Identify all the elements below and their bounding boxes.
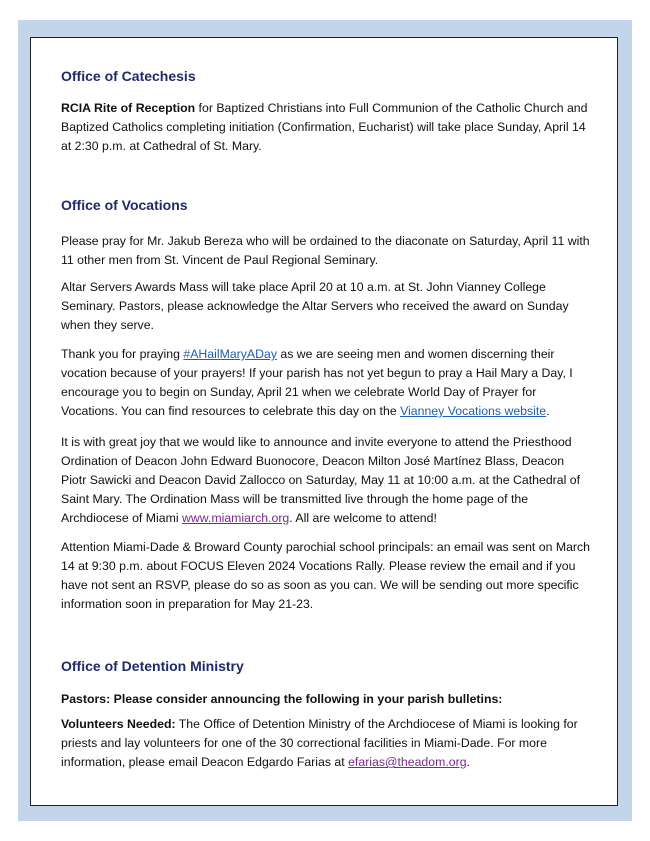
vocations-paragraph-1: Please pray for Mr. Jakub Bereza who will be ordained to the diaconate on Saturday, April 11 with 11 other men from St. Vincent de Paul Regional Seminary. — [61, 234, 590, 267]
heading-catechesis: Office of Catechesis — [61, 68, 196, 84]
vocations-paragraph-4 — [61, 433, 591, 528]
email-link[interactable]: efarias@theadom.org — [348, 755, 467, 769]
vocations-p3-text-c: . — [546, 404, 550, 418]
hail-mary-link[interactable]: #AHailMaryADay — [183, 347, 277, 361]
vocations-p4-text-a: It is with great joy that we would like to announce and invite everyone to attend the Priesthood Ordination of Deacon John Edward Buonocore, Deacon Milton José Martínez Blass, Deacon Piotr Sawicki and Deacon David Zallocco on Saturday, May 11 at 10:00 a.m. at the Cathedral of Saint Mary. The Ordination Mass will be transmitted live through the home page of the Archdiocese of Miami — [61, 435, 581, 525]
vocations-p4-text-b: . All are welcome to attend! — [289, 511, 437, 525]
rcia-bold: RCIA Rite of Reception — [61, 101, 196, 115]
vocations-paragraph-3 — [61, 345, 591, 421]
vocations-p3-text-a: Thank you for praying — [61, 347, 184, 361]
detention-p2-text: The Office of Detention Ministry of the Archdiocese of Miami is looking for priests and lay volunteers for one of the 30 correctional facilities in Miami-Dade. For more information, please email Deacon Edgardo Farias at — [61, 717, 578, 769]
document-page — [30, 37, 618, 806]
rcia-text: for Baptized Christians into Full Communion of the Catholic Church and Baptized Catholics completing initiation (Confirmation, Eucharist) will take place Sunday, April 14 at 2:30 p.m. at Cathedral of St. Mary. — [61, 101, 588, 153]
vocations-paragraph-5: Attention Miami-Dade & Broward County parochial school principals: an email was sent on March 14 at 9:30 p.m. about FOCUS Eleven 2024 Vocations Rally. Please review the email and if you have not sent an RSVP, please do so as soon as you can. We will be sending out more specific information soon in preparation for May 21-23. — [61, 540, 591, 611]
heading-vocations: Office of Vocations — [61, 197, 188, 213]
heading-detention: Office of Detention Ministry — [61, 658, 244, 674]
miamiarch-link[interactable]: www.miamiarch.org — [181, 511, 290, 525]
detention-paragraph-1 — [61, 690, 591, 709]
vocations-paragraph-2: Altar Servers Awards Mass will take place April 20 at 10 a.m. at St. John Vianney College Seminary. Pastors, please acknowledge the Altar Servers who received the award on Sunday when they serve. — [61, 280, 569, 332]
detention-p2-end: . — [466, 755, 470, 769]
vocations-p3-text-b: as we are seeing men and women discerning their vocation because of your prayers! If your parish has not yet begun to pray a Hail Mary a Day, I encourage you to begin on Sunday, April 21 when we celebrate World Day of Prayer for Vocations. You can find resources to celebrate this day on the — [61, 347, 573, 418]
vianney-vocations-link[interactable]: Vianney Vocations website — [400, 404, 547, 418]
volunteers-needed-bold: Volunteers Needed: — [61, 717, 176, 731]
detention-paragraph-2 — [61, 715, 591, 772]
detention-p1-bold: Pastors: Please consider announcing the following in your parish bulletins: — [61, 692, 503, 706]
catechesis-paragraph-1 — [61, 99, 591, 156]
